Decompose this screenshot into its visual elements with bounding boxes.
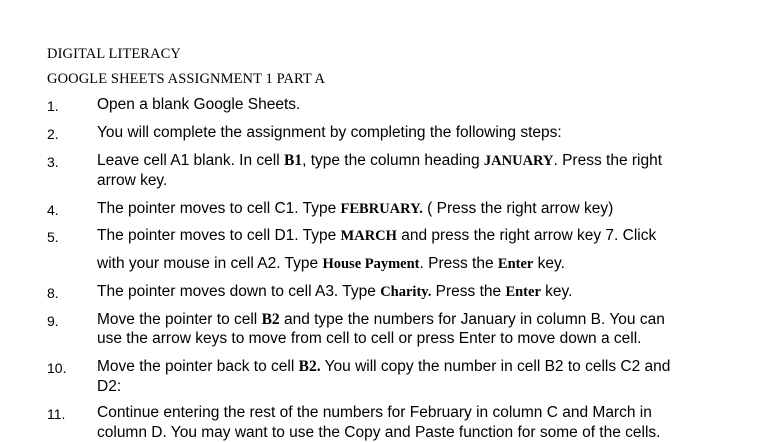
step-text: with your mouse in cell A2. Type xyxy=(97,255,323,272)
step-text: and press the right arrow key 7. Click xyxy=(396,227,657,244)
step-text: Press the xyxy=(431,283,506,300)
step-number: 11. xyxy=(47,406,66,422)
step-text: You will complete the assignment by completing the following steps: xyxy=(97,124,562,141)
row-label-term: House Payment xyxy=(322,256,420,272)
step-5-line-1 xyxy=(97,227,656,245)
key-name-term: Enter xyxy=(497,256,534,272)
step-10-line-1 xyxy=(97,358,670,376)
step-text: ( Press the right arrow key) xyxy=(422,200,614,217)
step-text: The pointer moves to cell C1. Type xyxy=(97,200,341,217)
step-number: 5. xyxy=(47,229,59,245)
cell-reference: B2 xyxy=(261,311,280,328)
step-text: Open a blank Google Sheets. xyxy=(97,96,301,113)
step-text: use the arrow keys to move from cell to cell or press Enter to move down a cell. xyxy=(97,330,642,347)
step-11-line-1 xyxy=(97,404,652,422)
step-text: , type the column heading xyxy=(302,152,484,169)
cell-reference: B1 xyxy=(283,152,303,169)
step-text: Leave cell A1 blank. In cell xyxy=(97,152,284,169)
assignment-title: GOOGLE SHEETS ASSIGNMENT 1 PART A xyxy=(47,71,326,87)
step-8-line-1 xyxy=(97,283,572,301)
step-number: 10. xyxy=(47,360,67,376)
step-9-line-1 xyxy=(97,311,665,329)
step-text: You will copy the number in cell B2 to cells C2 and xyxy=(320,358,671,375)
step-number: 3. xyxy=(47,154,59,170)
row-label-term: Charity. xyxy=(380,284,432,300)
column-heading-term: JANUARY xyxy=(483,153,554,169)
step-text: . Press the right xyxy=(553,152,663,169)
step-text: The pointer moves to cell D1. Type xyxy=(97,227,341,244)
column-heading-term: FEBRUARY. xyxy=(340,201,423,217)
step-text: key. xyxy=(540,283,573,300)
step-text: key. xyxy=(533,255,565,272)
column-heading-term: MARCH xyxy=(340,228,397,244)
step-text: Move the pointer back to cell xyxy=(97,358,299,375)
step-text: arrow key. xyxy=(97,172,168,189)
step-text: . Press the xyxy=(419,255,498,272)
step-1-line-1 xyxy=(97,96,300,114)
step-5-line-2 xyxy=(97,255,565,273)
step-number: 4. xyxy=(47,202,59,218)
step-11-line-2 xyxy=(97,424,660,442)
step-text: column D. You may want to use the Copy and Paste function for some of the cells. xyxy=(97,424,661,441)
step-10-line-2 xyxy=(97,378,121,396)
cell-reference: B2. xyxy=(298,358,321,375)
step-number: 2. xyxy=(47,126,59,142)
step-text: and type the numbers for January in column B. You can xyxy=(279,311,665,328)
document-subject: DIGITAL LITERACY xyxy=(47,46,181,62)
step-3-line-2 xyxy=(97,172,167,190)
step-text: Move the pointer to cell xyxy=(97,311,262,328)
step-2-line-1 xyxy=(97,124,562,142)
key-name-term: Enter xyxy=(505,284,541,300)
step-number: 9. xyxy=(47,313,59,329)
step-number: 1. xyxy=(47,98,59,114)
step-3-line-1 xyxy=(97,152,662,170)
step-number: 8. xyxy=(47,285,59,301)
step-text: Continue entering the rest of the numbers for February in column C and March in xyxy=(97,404,652,421)
step-9-line-2 xyxy=(97,330,641,348)
step-text: D2: xyxy=(97,378,122,395)
step-4-line-1 xyxy=(97,200,613,218)
step-text: The pointer moves down to cell A3. Type xyxy=(97,283,381,300)
